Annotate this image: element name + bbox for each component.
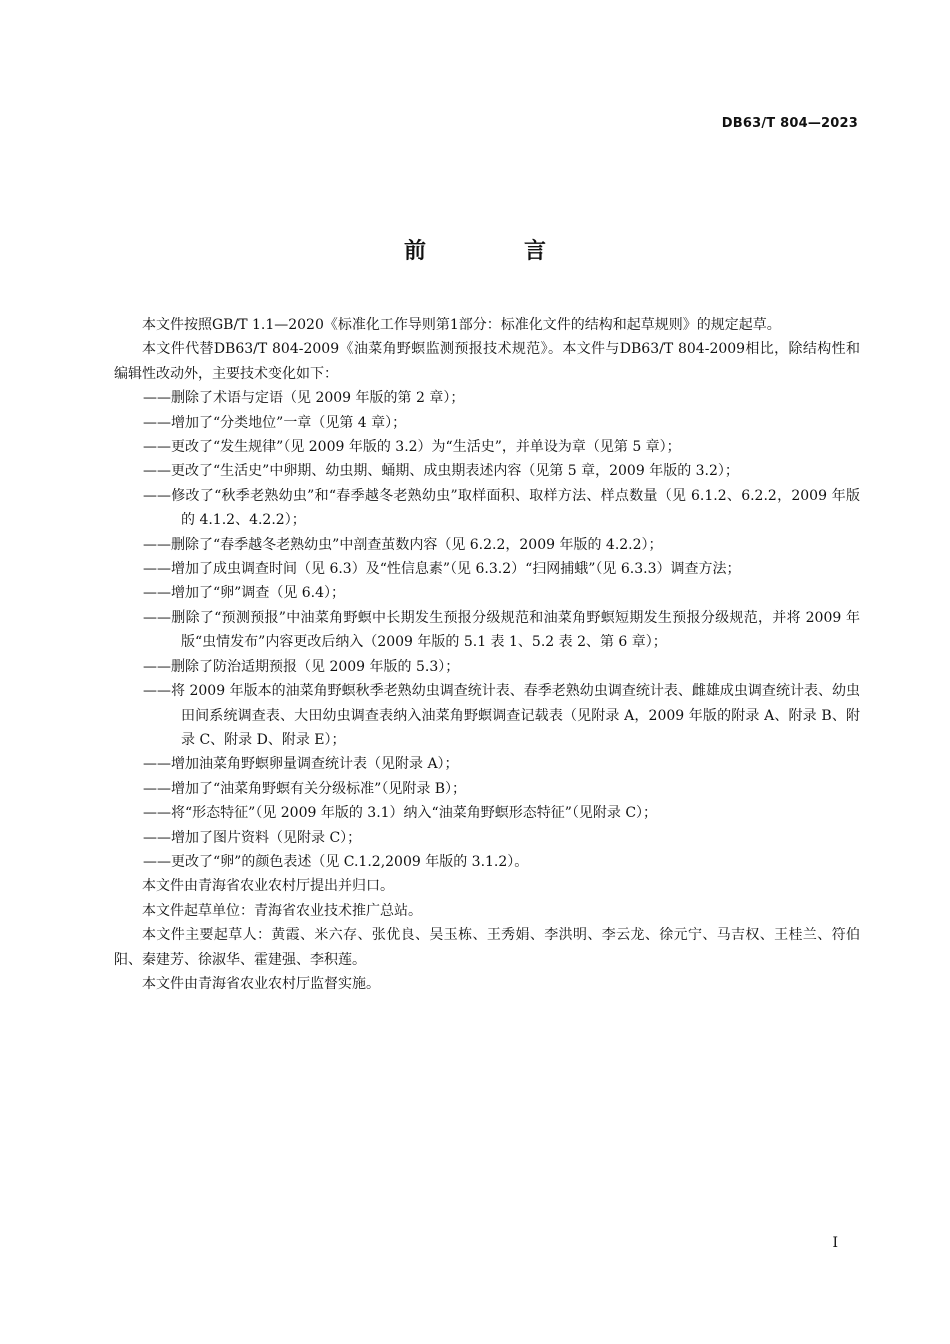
change-item: ——删除了“春季越冬老熟幼虫”中剖查茧数内容（见 6.2.2，2009 年版的 4.2.2）；: [143, 536, 663, 553]
document-code: DB63/T 804—2023: [721, 116, 858, 131]
change-item: ——增加了“卵”调查（见 6.4）；: [143, 585, 346, 602]
document-body: [114, 313, 860, 996]
change-item: ——增加了图片资料（见附录 C）；: [143, 829, 362, 846]
paragraph: 本文件代替DB63/T 804-2009《油菜角野螟监测预报技术规范》。本文件与DB63/T 804-2009相比，除结构性和编辑性改动外，主要技术变化如下：: [114, 341, 860, 382]
drafters-paragraph: 本文件主要起草人：黄霞、米六存、张优良、吴玉栋、王秀娟、李洪明、李云龙、徐元宁、马吉权、王桂兰、符伯阳、秦建芳、徐淑华、霍建强、李积莲。: [114, 927, 860, 968]
change-item: ——增加了“分类地位”一章（见第 4 章）；: [143, 414, 407, 431]
paragraph: 本文件按照GB/T 1.1—2020《标准化工作导则第1部分：标准化文件的结构和起草规则》的规定起草。: [142, 317, 781, 333]
page-number: I: [832, 1235, 838, 1251]
change-item: ——删除了术语与定语（见 2009 年版的第 2 章）；: [143, 390, 465, 407]
page-title: 前 言: [403, 239, 584, 264]
paragraph: 本文件由青海省农业农村厅提出并归口。: [142, 878, 394, 895]
change-item: ——将“形态特征”（见 2009 年版的 3.1）纳入“油菜角野螟形态特征”（见附录 C）；: [143, 805, 658, 822]
change-item: ——更改了“生活史”中卵期、幼虫期、蛹期、成虫期表述内容（见第 5 章，2009 年版的 3.2）；: [143, 463, 739, 480]
change-item: ——增加了“油菜角野螟有关分级标准”（见附录 B）；: [143, 780, 467, 797]
paragraph: 本文件由青海省农业农村厅监督实施。: [142, 975, 380, 992]
change-item: ——修改了“秋季老熟幼虫”和“春季越冬老熟幼虫”取样面积、取样方法、样点数量（见 6.1.2、6.2.2，2009 年版的 4.1.2、4.2.2）；: [143, 487, 860, 529]
change-item: ——增加油菜角野螟卵量调查统计表（见附录 A）；: [143, 756, 459, 773]
change-item: ——将 2009 年版本的油菜角野螟秋季老熟幼虫调查统计表、春季老熟幼虫调查统计表、雌雄成虫调查统计表、幼虫田间系统调查表、大田幼虫调查表纳入油菜角野螟调查记载表（见附录 A，2009 年版的附录 A、附录 B、附录 C、附录 D、附录 E）；: [143, 683, 860, 748]
change-item: ——删除了防治适期预报（见 2009 年版的 5.3）；: [143, 658, 460, 675]
change-item: ——增加了成虫调查时间（见 6.3）及“性信息素”（见 6.3.2）“扫网捕蛾”（见 6.3.3）调查方法；: [143, 561, 741, 578]
paragraph: 本文件起草单位：青海省农业技术推广总站。: [142, 902, 422, 919]
change-item: ——更改了“发生规律”（见 2009 年版的 3.2）为“生活史”，并单设为章（见第 5 章）；: [143, 439, 681, 456]
change-item: ——删除了“预测预报”中油菜角野螟中长期发生预报分级规范和油菜角野螟短期发生预报分级规范，并将 2009 年版“虫情发布”内容更改后纳入（2009 年版的 5.1 表 1、5.2 表 2、第 6 章）；: [143, 609, 860, 651]
change-item: ——更改了“卵”的颜色表述（见 C.1.2,2009 年版的 3.1.2）。: [143, 853, 529, 870]
